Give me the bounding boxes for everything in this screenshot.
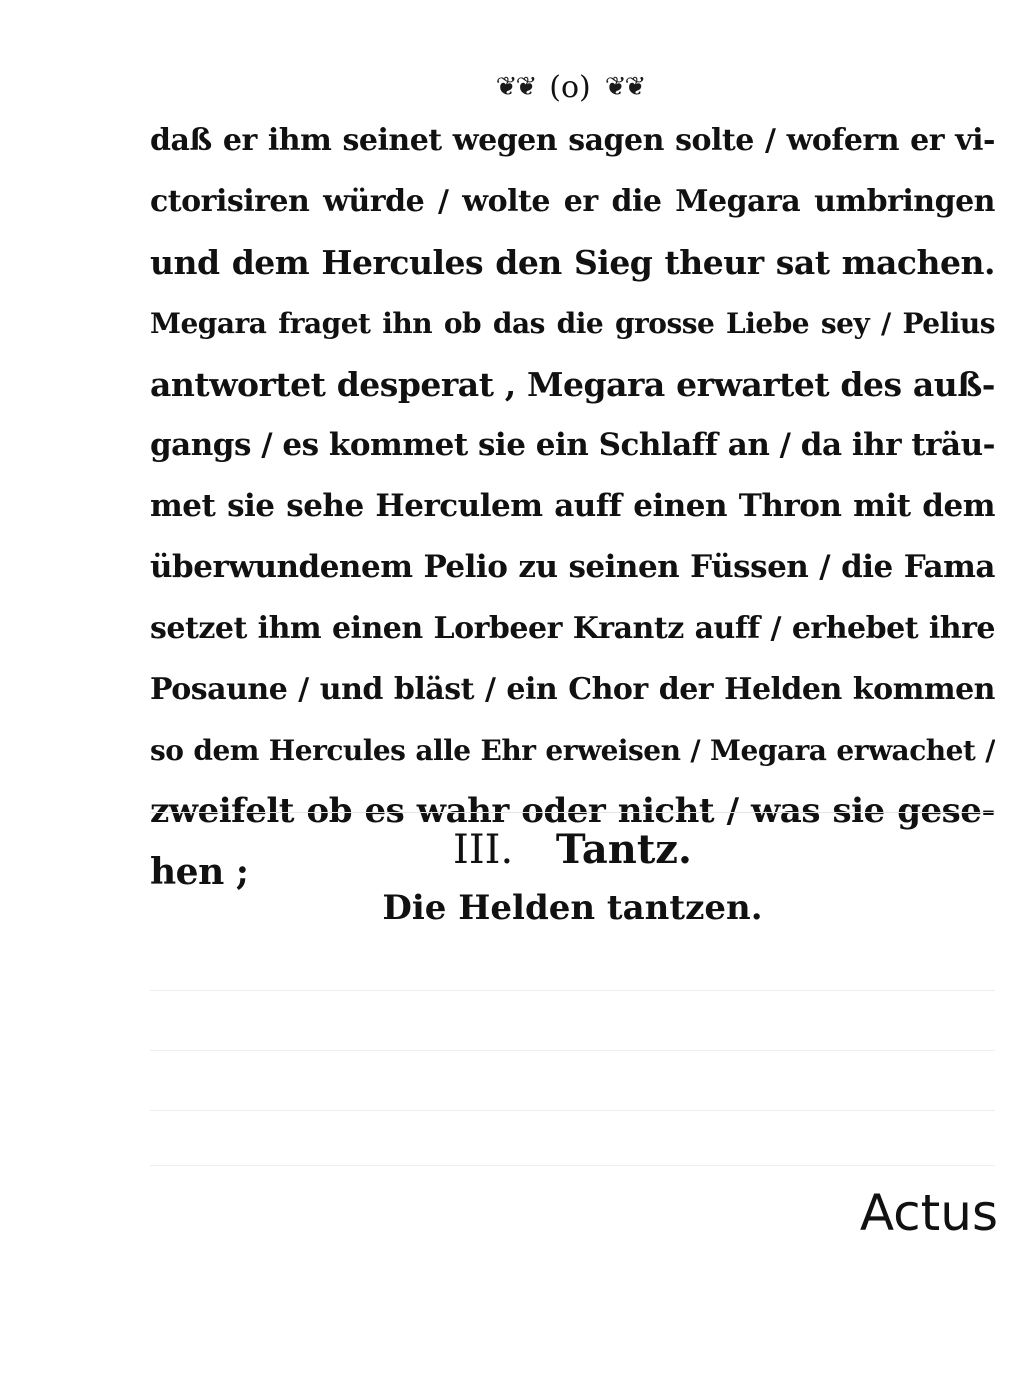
- text-line: hen ;: [150, 851, 249, 893]
- section-title: Tantz.: [555, 826, 692, 873]
- section-number: III.: [453, 827, 514, 873]
- text-line: und dem Hercules den Sieg theur sat machen.: [150, 243, 995, 282]
- page-header: [440, 62, 700, 112]
- text-line: gangs / es kommet sie ein Schlaff an / da ihr träu-: [150, 427, 995, 463]
- bleed-through-line: [150, 1050, 995, 1051]
- text-line: met sie sehe Herculem auff einen Thron mit dem: [150, 488, 995, 524]
- text-line: Posaune / und bläst / ein Chor der Helden kommen: [150, 672, 995, 707]
- page-number: (o): [549, 69, 591, 105]
- text-line: Megara fraget ihn ob das die grosse Liebe sey / Pelius: [150, 307, 995, 340]
- bleed-through-line: [150, 1165, 995, 1166]
- body-paragraph: [150, 110, 995, 903]
- bleed-through-line: [150, 990, 995, 991]
- text-line: antwortet desperat , Megara erwartet des auß-: [150, 365, 995, 404]
- section-divider: [150, 812, 995, 813]
- text-line: daß er ihm seinet wegen sagen solte / wofern er vi-: [150, 123, 995, 158]
- text-line: ctorisiren würde / wolte er die Megara umbringen: [150, 184, 995, 219]
- text-line: so dem Hercules alle Ehr erweisen / Megara erwachet /: [150, 734, 995, 767]
- text-line: setzet ihm einen Lorbeer Krantz auff / erhebet ihre: [150, 611, 995, 646]
- section-heading: [150, 820, 995, 880]
- ornament-right-icon: ❦❦: [604, 72, 645, 102]
- text-line: überwundenem Pelio zu seinen Füssen / die Fama: [150, 549, 995, 585]
- bleed-through-line: [150, 1110, 995, 1111]
- catchword: Actus: [859, 1184, 998, 1242]
- text-line: zweifelt ob es wahr oder nicht / was sie gese-: [150, 791, 995, 831]
- section-subtitle: Die Helden tantzen.: [382, 888, 763, 928]
- ornament-left-icon: ❦❦: [495, 72, 536, 102]
